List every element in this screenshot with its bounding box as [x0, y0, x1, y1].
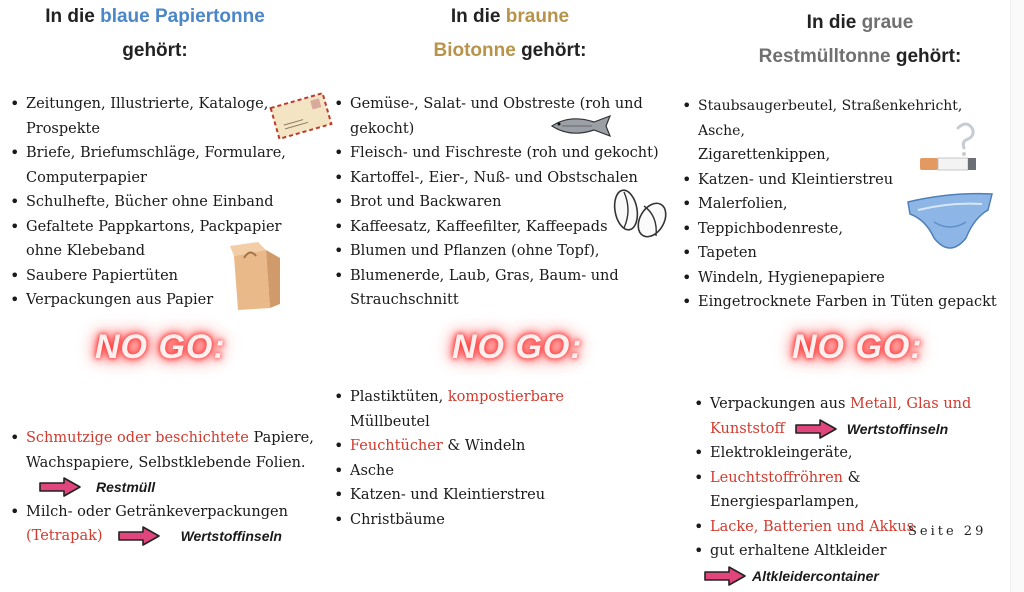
list-item: • Brot und Backwaren: [332, 190, 672, 215]
grey-nogo: NO GO:: [792, 328, 923, 366]
blue-heading-pre: In die: [45, 6, 101, 27]
text: Plastiktüten,: [350, 389, 448, 405]
list-item-cont: Zigarettenkippen,: [698, 147, 831, 163]
list-item-cont: Strauchschnitt: [350, 292, 459, 308]
list-item: • Katzen- und Kleintierstreu: [680, 168, 1010, 193]
blue-heading: [10, 0, 300, 68]
text: Milch- oder Getränkeverpackungen: [26, 503, 288, 520]
list-item: • Gemüse-, Salat- und Obstreste (roh und: [332, 92, 672, 117]
red-text: (Tetrapak): [26, 528, 103, 544]
list-item: • Asche: [332, 459, 652, 484]
list-item: [332, 434, 652, 459]
text: Papiere,: [248, 430, 314, 446]
fish-icon: [548, 112, 618, 140]
list-item: • Kaffeesatz, Kaffeefilter, Kaffeepads: [332, 215, 672, 240]
grey-nogo-list: [692, 392, 1002, 588]
list-item: • Gefaltete Pappkartons, Packpapier: [8, 215, 308, 240]
grey-heading-pre: In die: [806, 12, 862, 33]
list-item: • Verpackungen aus Papier: [8, 288, 308, 313]
destination-label: Wertstoffinseln: [180, 528, 282, 544]
grey-heading-color: graue: [861, 12, 914, 33]
page-number: Seite 29: [908, 524, 987, 539]
red-text: Feuchtücher: [350, 438, 443, 454]
list-item: • Eingetrocknete Farben in Tüten gepackt: [680, 290, 1010, 315]
blue-heading-color: blaue Papiertonne: [100, 6, 265, 27]
arrow-right-icon: [117, 525, 161, 547]
destination-line: [38, 475, 328, 500]
list-item: • Zeitungen, Illustrierte, Kataloge,: [8, 92, 308, 117]
list-item: • Katzen- und Kleintierstreu: [332, 483, 652, 508]
list-item-cont: Prospekte: [26, 120, 100, 137]
list-item: [692, 466, 1002, 515]
blue-nogo-list: [8, 426, 328, 549]
brown-heading: [360, 0, 660, 68]
red-text: Lacke, Batterien und Akkus: [710, 518, 915, 535]
list-item: • Windeln, Hygienepapiere: [680, 266, 1010, 291]
text: Energiesparlampen,: [710, 494, 860, 510]
brown-heading-pre: In die: [450, 6, 506, 27]
grey-heading-rest: gehört:: [890, 46, 962, 67]
list-item: • Staubsaugerbeutel, Straßenkehricht, Asche,: [680, 94, 1010, 143]
page-edge: [1010, 0, 1024, 592]
blue-heading-2: gehört:: [122, 40, 188, 61]
list-item: • Elektrokleingeräte,: [692, 441, 1002, 466]
envelope-icon: [268, 90, 334, 142]
list-item: • Teppichbodenreste,: [680, 217, 1010, 242]
brown-heading-color-2: Biotonne: [433, 40, 516, 61]
brown-heading-color: braune: [505, 6, 570, 27]
coffee-beans-icon: [610, 186, 670, 242]
red-text: kompostierbare: [447, 389, 565, 405]
list-item: • Blumenerde, Laub, Gras, Baum- und: [332, 264, 672, 289]
list-item-cont: gekocht): [350, 120, 415, 137]
red-text: Leuchtstoffröhren: [710, 469, 843, 486]
destination-line: [702, 564, 1002, 589]
list-item: [8, 426, 328, 500]
text: &: [843, 469, 861, 486]
red-text: Kunststoff: [710, 420, 785, 437]
diaper-icon: [904, 188, 996, 260]
destination-label: Restmüll: [96, 479, 156, 495]
arrow-right-icon: [793, 418, 839, 440]
red-text: Schmutzige oder beschichtete: [26, 430, 249, 446]
list-item: • Schulhefte, Bücher ohne Einband: [8, 190, 308, 215]
destination-line: [710, 417, 1002, 442]
list-item: [692, 392, 1002, 441]
cigarette-icon: [916, 118, 980, 174]
list-item: • Tapeten: [680, 241, 1010, 266]
arrow-right-icon: [38, 476, 82, 498]
list-item: • Fleisch- und Fischreste (roh und gekocht): [332, 141, 672, 166]
brown-nogo: NO GO:: [452, 328, 583, 366]
grey-heading: [710, 6, 1010, 74]
list-item-cont: ohne Klebeband: [26, 243, 146, 259]
blue-nogo: NO GO:: [95, 328, 226, 366]
destination-label: Wertstoffinseln: [846, 420, 949, 437]
paper-bag-icon: [230, 238, 284, 312]
text: gut erhaltene Altkleider: [710, 543, 887, 559]
text: Verpackungen aus: [710, 396, 851, 412]
list-item-cont: Computerpapier: [26, 169, 147, 186]
list-item: [332, 385, 652, 434]
list-item: • Saubere Papiertüten: [8, 264, 308, 289]
text: & Windeln: [442, 438, 526, 454]
list-item: • Briefe, Briefumschläge, Formulare,: [8, 141, 308, 166]
brown-heading-rest: gehört:: [515, 40, 587, 61]
brown-nogo-list: [332, 385, 652, 532]
list-item: • Kartoffel-, Eier-, Nuß- und Obstschalen: [332, 166, 672, 191]
arrow-right-icon: [702, 565, 748, 587]
list-item: • Blumen und Pflanzen (ohne Topf),: [332, 239, 672, 264]
list-item: • Christbäume: [332, 508, 652, 533]
destination-label: Altkleidercontainer: [752, 567, 879, 584]
text: Wachspapiere, Selbstklebende Folien.: [26, 454, 306, 471]
red-text: Metall, Glas und: [850, 396, 972, 412]
list-item: [692, 539, 1002, 588]
list-item: • Malerfolien,: [680, 192, 1010, 217]
grey-heading-color-2: Restmülltonne: [758, 46, 891, 67]
list-item: [8, 500, 328, 549]
text: Müllbeutel: [350, 413, 430, 430]
destination-line: [26, 524, 328, 549]
